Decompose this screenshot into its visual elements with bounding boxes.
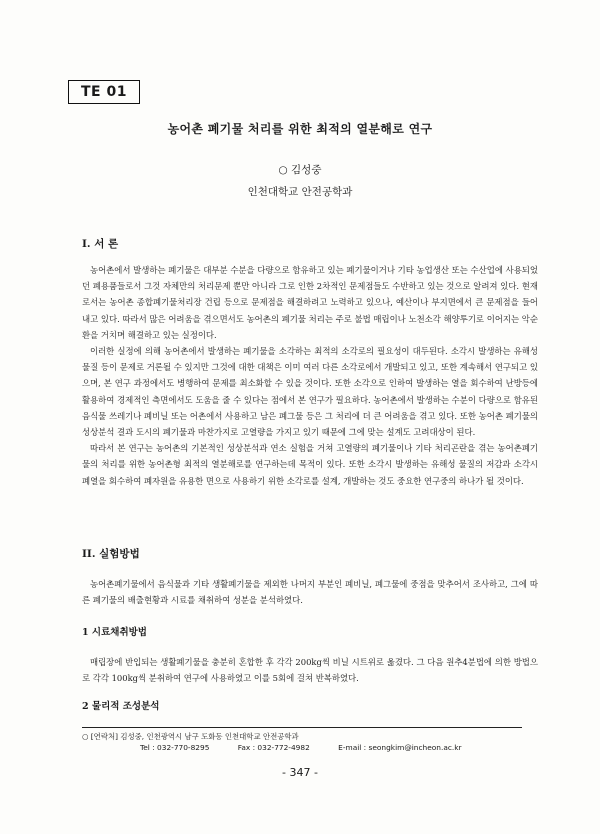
- footnote: [82, 731, 522, 753]
- subsection-heading-sampling: 1 시료채취방법: [82, 627, 147, 638]
- author-name: ○ 김성중: [278, 164, 322, 176]
- footnote-contact: ○ [연락처] 김성중, 인천광역시 남구 도화동 인천대학교 안전공학과: [82, 732, 299, 741]
- intro-body: [82, 262, 538, 489]
- method-paragraph: 농어촌폐기물에서 음식물과 기타 생활폐기물을 제외한 나머지 부분인 폐비닐, 폐그물에 중점을 맞추어서 조사하고, 그에 따른 폐기물의 배출현황과 시료를 채취하여 성분을 분석하였다.: [82, 579, 538, 606]
- page-number: - 347 -: [282, 766, 318, 779]
- sampling-body: [82, 654, 538, 686]
- subsection-heading-physical: 2 물리적 조성분석: [82, 701, 160, 712]
- sampling-paragraph: 매립장에 반입되는 생활폐기물을 충분히 혼합한 후 각각 200kg씩 비닐 시트위로 옮겼다. 그 다음 원추4분법에 의한 방법으로 각각 100kg씩 분취하여 연구에 사용하였고 이를 5회에 걸쳐 반복하였다.: [82, 657, 538, 684]
- section-heading-intro: I. 서 론: [82, 238, 119, 250]
- footnote-divider: [82, 727, 522, 728]
- author-affiliation: 인천대학교 안전공학과: [247, 186, 353, 198]
- footnote-fax: Fax : 032-772-4982: [237, 743, 310, 752]
- method-body: [82, 576, 538, 608]
- paper-title: 농어촌 폐기물 처리를 위한 최적의 열분해로 연구: [167, 122, 433, 136]
- footnote-tel: Tel : 032-770-8295: [140, 743, 210, 752]
- footnote-contact-details: [82, 742, 522, 753]
- footnote-email: E-mail : seongkim@incheon.ac.kr: [338, 743, 462, 752]
- session-code-box: TE 01: [68, 80, 140, 104]
- intro-paragraph-3: 따라서 본 연구는 농어촌의 기본적인 성상분석과 연소 실험을 거쳐 고열량의 폐기물이나 기타 처리곤란을 겪는 농어촌폐기물의 처리를 위한 농어촌형 최적의 열분해로를 연구하는데 목적이 있다. 또한 소각시 발생하는 유해성 물질의 저감과 소각시 폐열을 회수하여 폐자원을 유용한 면으로 사용하기 위한 소각로를 설계, 개발하는 것도 중요한 연구중의 하나가 될 것이다.: [82, 443, 538, 486]
- intro-paragraph-1: 농어촌에서 발생하는 폐기물은 대부분 수분을 다량으로 함유하고 있는 폐기물이거나 기타 농업생산 또는 수산업에 사용되었던 폐용품들로서 그것 자체만의 처리문제 뿐만 아니라 그로 인한 2차적인 문제점들도 수반하고 있는 것으로 알려져 있다. 현재로서는 농어촌 종합폐기물처리장 건립 등으로 문제점을 해결하려고 노력하고 있으나, 예산이나 부지면에서 큰 문제점을 들어내고 있다. 따라서 많은 어려움을 겪으면서도 농어촌의 폐기물 처리는 주로 불법 매립이나 노천소각 해양투기로 이어지는 악순환을 거치며 해결하고 있는 실정이다.: [82, 265, 538, 340]
- section-heading-method: II. 실험방법: [82, 548, 140, 560]
- intro-paragraph-2: 이러한 실정에 의해 농어촌에서 발생하는 폐기물을 소각하는 최적의 소각로의 필요성이 대두된다. 소각시 발생하는 유해성물질 등이 문제로 거론될 수 있지만 그것에 대한 대책은 이미 여러 다른 소각로에서 개발되고 있고, 또한 계속해서 연구되고 있으며, 본 연구 과정에서도 병행하여 문제를 최소화할 수 있을 것이다. 또한 소각으로 인하여 발생하는 열을 회수하여 난방등에 활용하여 경제적인 측면에서도 도움을 줄 수 있다는 점에서 본 연구가 필요하다. 농어촌에서 발생하는 수분이 다량으로 함유된 음식물 쓰레기나 폐비닐 또는 어촌에서 사용하고 남은 폐그물 등은 그 처리에 더 큰 어려움을 겪고 있다. 또한 농어촌 폐기물의 성상분석 결과 도시의 폐기물과 마찬가지로 고열량을 가지고 있기 때문에 그에 맞는 설계도 고려대상이 된다.: [82, 346, 538, 438]
